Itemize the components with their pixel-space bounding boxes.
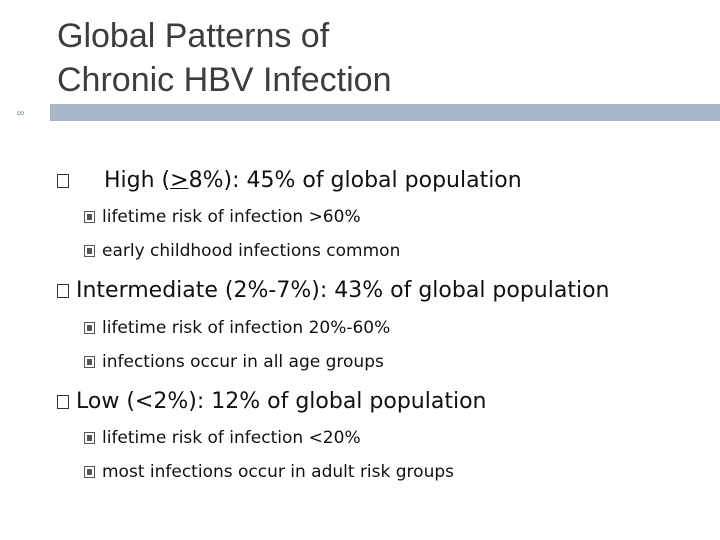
list-item xyxy=(84,352,704,372)
sub-bullet-icon xyxy=(84,211,95,223)
list-item xyxy=(84,207,704,227)
level-low xyxy=(57,389,707,415)
bullet-box-icon xyxy=(57,395,69,409)
list-item-text: early childhood infections common xyxy=(102,241,401,261)
title-bar-right xyxy=(50,104,720,121)
slide-number: ∞ xyxy=(17,108,25,119)
level-intermediate-label: Intermediate (2%-7%): 43% of global population xyxy=(76,278,610,303)
slide-title xyxy=(57,14,697,102)
bullet-box-icon xyxy=(57,174,69,188)
slide-title-line-1: Global Patterns of xyxy=(57,17,330,55)
level-intermediate xyxy=(57,278,707,304)
list-item xyxy=(84,428,704,448)
sub-bullet-icon xyxy=(84,466,95,478)
level-high xyxy=(57,168,707,194)
list-item-text: lifetime risk of infection <20% xyxy=(102,428,361,448)
list-item-text: most infections occur in adult risk groups xyxy=(102,462,454,482)
sub-bullet-icon xyxy=(84,245,95,257)
level-high-suffix: 8%): 45% of global population xyxy=(188,168,522,193)
sub-bullet-icon xyxy=(84,432,95,444)
list-item-text: infections occur in all age groups xyxy=(102,352,384,372)
list-item xyxy=(84,318,704,338)
level-high-symbol: > xyxy=(170,168,189,193)
level-low-label: Low (<2%): 12% of global population xyxy=(76,389,487,414)
list-item xyxy=(84,462,704,482)
sub-bullet-icon xyxy=(84,356,95,368)
list-item xyxy=(84,241,704,261)
sub-bullet-icon xyxy=(84,322,95,334)
list-item-text: lifetime risk of infection 20%-60% xyxy=(102,318,391,338)
level-high-prefix: High ( xyxy=(104,168,171,193)
slide-title-line-2: Chronic HBV Infection xyxy=(57,61,392,99)
bullet-box-icon xyxy=(57,284,69,298)
list-item-text: lifetime risk of infection >60% xyxy=(102,207,361,227)
level-high-label xyxy=(104,168,522,194)
